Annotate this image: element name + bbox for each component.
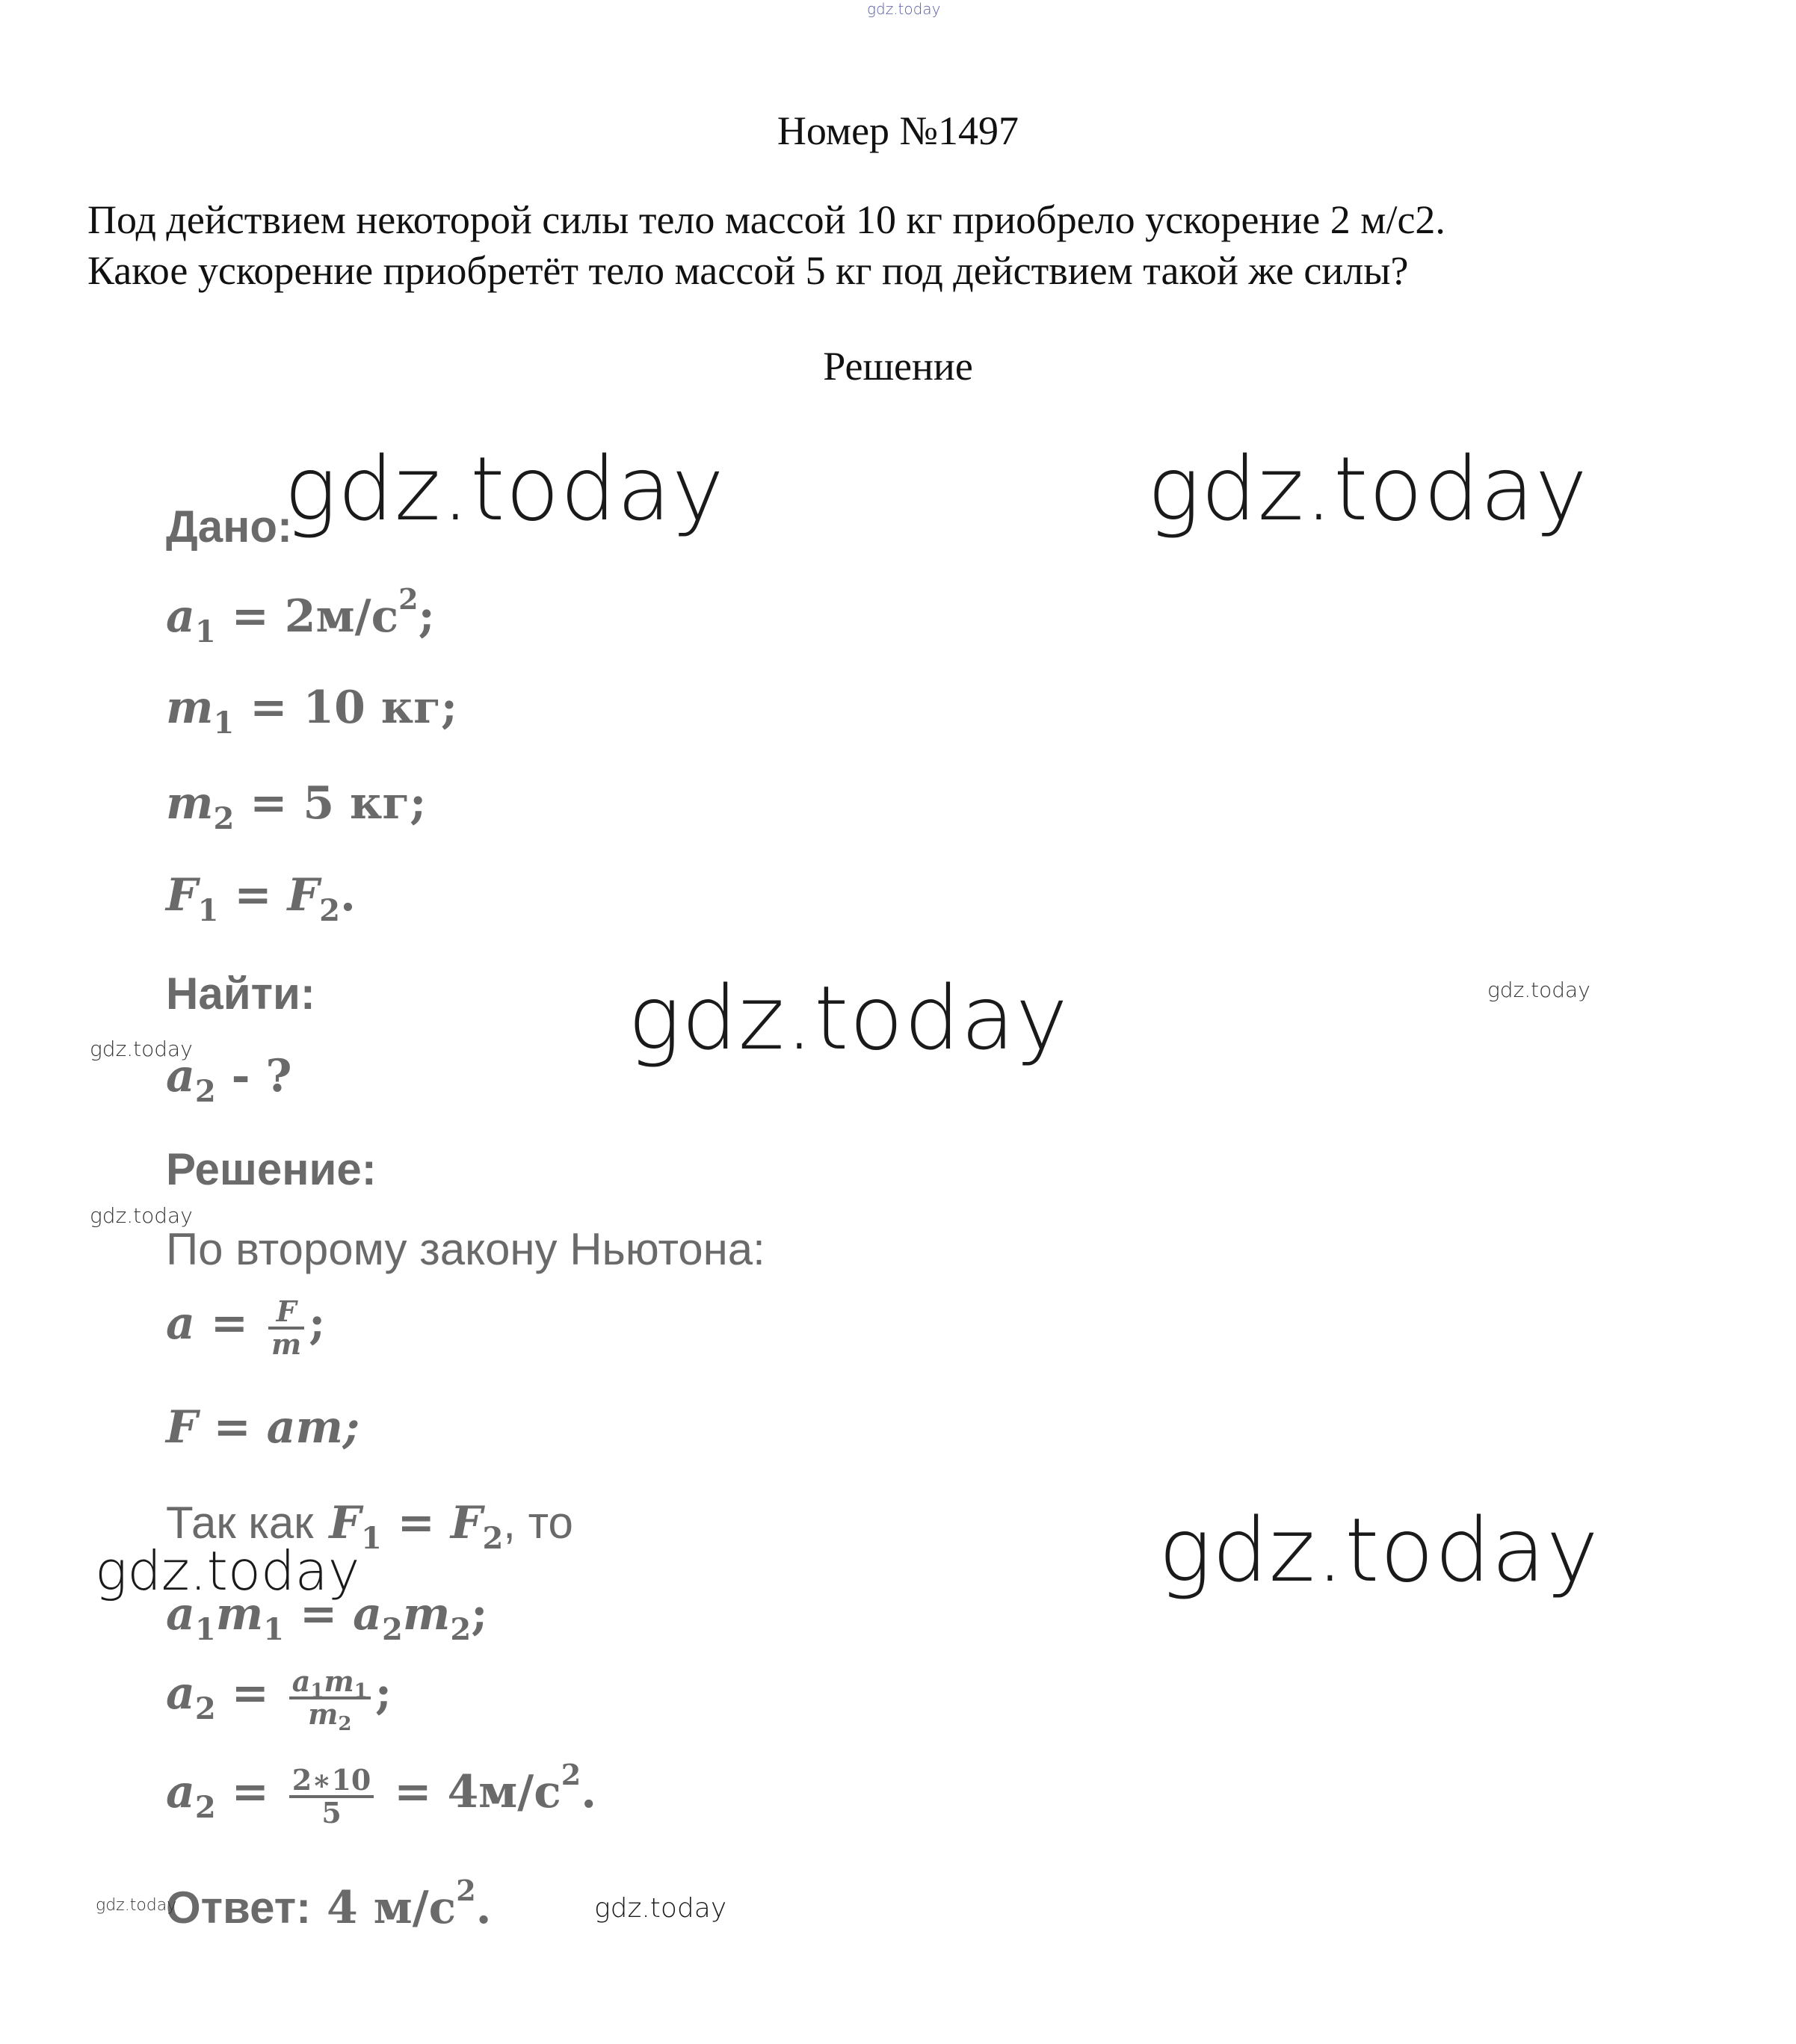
task-statement [87, 194, 1445, 296]
given-m2: $m_2 = 5$ кг; [166, 777, 427, 836]
given-m1-value: 10 кг; [303, 682, 458, 734]
answer-label: Ответ: [166, 1883, 312, 1933]
solution-heading: Решение [823, 344, 973, 389]
given-a1-value: 2м/с [284, 590, 399, 643]
given-label: Дано: [166, 501, 292, 552]
find-target: $a_2$ - ? [166, 1050, 292, 1109]
since-text: Так как [166, 1498, 314, 1548]
formula-a2-fraction: $a_2$ = $\frac{a_1m_1}{m_2}$ ; [166, 1664, 392, 1735]
formula-a2-calculation: $a_2$ = $\frac{2∗10}{5}$ = $4м/с^2$. [166, 1757, 597, 1830]
watermark-5: gdz.today [95, 1540, 360, 1602]
watermark-8: gdz.today [90, 1203, 193, 1228]
find-target-text: - ? [231, 1050, 292, 1102]
newton-law-text: По второму закону Ньютона: [166, 1224, 765, 1274]
answer-value: 4 м/с [326, 1882, 457, 1934]
answer: Ответ: 4 $м/с^2$. [166, 1874, 492, 1934]
formula-a1m1-equals-a2m2: $a_1m_1 = a_2m_2$; [166, 1588, 488, 1647]
solution-label: Решение: [166, 1144, 377, 1194]
task-line-2: Какое ускорение приобретёт тело массой 5 кг под действием такой же силы? [87, 248, 1409, 293]
page-title: Номер №1497 [777, 108, 1019, 153]
watermark-10: gdz.today [594, 1893, 727, 1924]
watermark-9: gdz.today [96, 1896, 177, 1915]
watermark-6: gdz.today [1487, 978, 1590, 1002]
calc-result: 4м/с [447, 1765, 561, 1818]
calc-denominator: 5 [321, 1796, 342, 1830]
since-forces-equal: Так как $F_1 = F_2$, то [166, 1497, 573, 1556]
formula-a-equals-f-over-m: a = $\frac{F}{m}$ ; [166, 1294, 326, 1361]
given-m2-value: 5 кг; [303, 777, 427, 830]
given-a1: $a_1 = 2м/с^2$; [166, 582, 435, 649]
formula-f-equals-am: F = am; [166, 1401, 360, 1454]
calc-numerator: 2∗10 [289, 1765, 374, 1798]
since-then-text: , то [503, 1498, 573, 1548]
find-label: Найти: [166, 969, 315, 1019]
task-line-1: Под действием некоторой силы тело массой 10 кг приобрело ускорение 2 м/с2. [87, 197, 1445, 242]
watermark-4: gdz.today [1158, 1498, 1599, 1602]
given-m1: $m_1 = 10$ кг; [166, 682, 458, 741]
watermark-2: gdz.today [1147, 437, 1588, 540]
given-forces-equal: $F_1 = F_2$. [166, 869, 356, 928]
watermark-7: gdz.today [90, 1037, 193, 1061]
watermark-1: gdz.today [284, 437, 725, 540]
watermark-top: gdz.today [867, 0, 941, 18]
watermark-3: gdz.today [628, 966, 1069, 1069]
